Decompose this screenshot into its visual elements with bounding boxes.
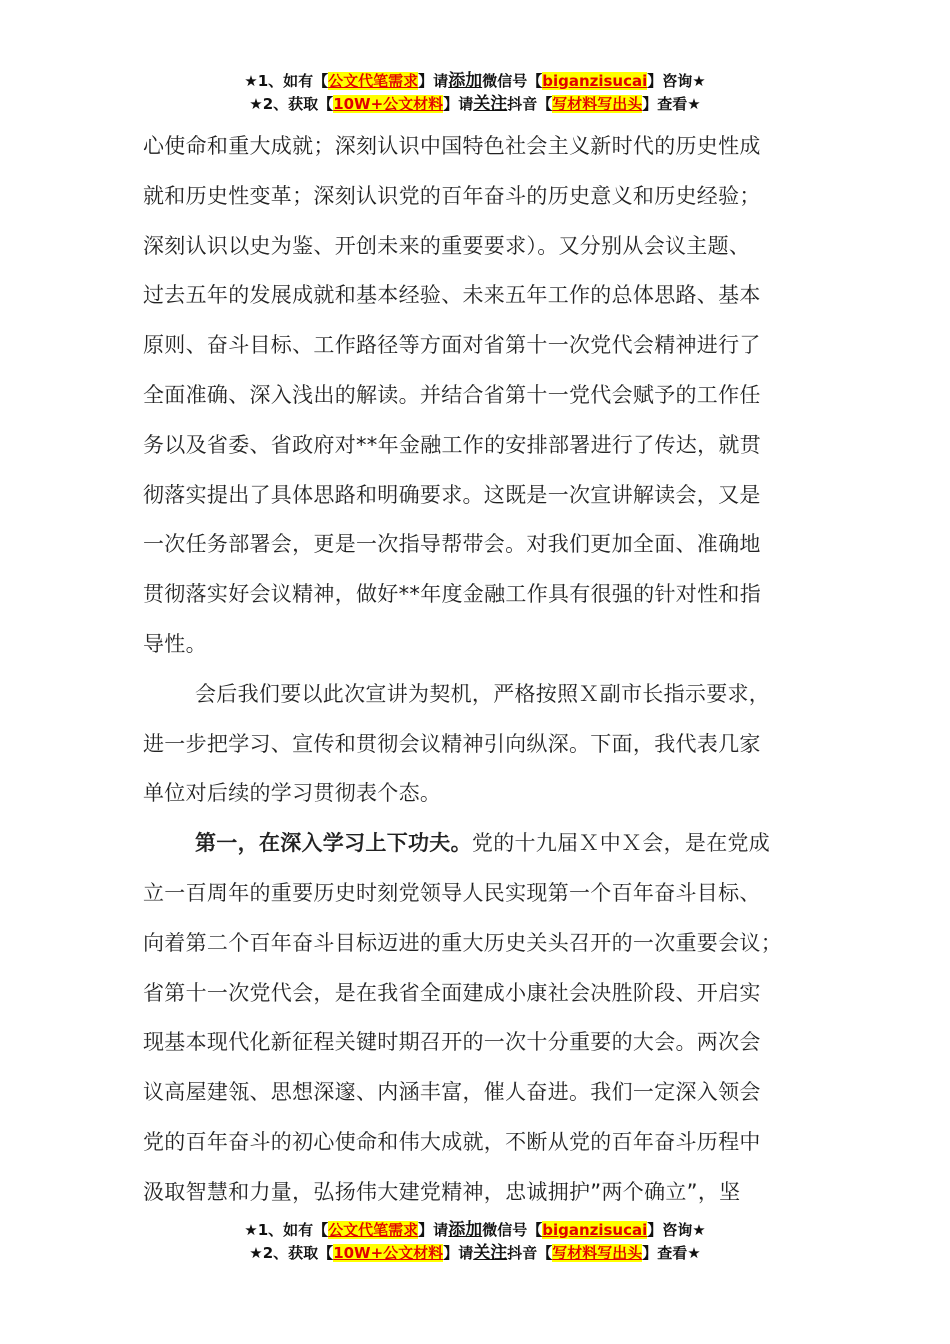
text-line: 议高屋建瓴、思想深邃、内涵丰富，催人奋进。我们一定深入领会 [143,1080,761,1105]
banner-text: 微信号【 [482,72,543,90]
highlight: 写材料写出头 [552,1244,643,1262]
banner-line-2 [0,93,950,116]
emphasis: 关注 [473,1243,508,1263]
text-line: 会后我们要以此次宣讲为契机，严格按照Ｘ副市长指示要求， [195,681,771,706]
banner-text: 抖音【 [507,1244,553,1262]
text-line [143,819,843,869]
text-line: 现基本现代化新征程关键时期召开的一次十分重要的大会。两次会 [143,1030,761,1055]
banner-text: 】请 [418,72,449,90]
text-line: 立一百周年的重要历史时刻党领导人民实现第一个百年奋斗目标、 [143,880,761,905]
banner-line-1 [0,1219,950,1242]
text-line: 务以及省委、省政府对**年金融工作的安排部署进行了传达，就贯 [143,432,761,457]
banner-text: 】查看★ [642,95,701,113]
text-line: 贯彻落实好会议精神，做好**年度金融工作具有很强的针对性和指 [143,582,761,607]
emphasis: 添加 [448,71,483,91]
text-line: 省第十一次党代会，是在我省全面建成小康社会决胜阶段、开启实 [143,980,761,1005]
banner-text: 】请 [443,1244,474,1262]
text-line: 汲取智慧和力量，弘扬伟大建党精神，忠诚拥护”两个确立”，坚 [143,1179,741,1204]
section-heading: 第一，在深入学习上下功夫。 [195,831,472,856]
emphasis: 关注 [473,94,508,114]
highlight: 公文代笔需求 [328,1221,419,1239]
text-line: 心使命和重大成就；深刻认识中国特色社会主义新时代的历史性成 [143,134,761,158]
header-banner [0,70,950,116]
highlight: 10W+公文材料 [333,1244,444,1262]
highlight: biganzisucai [542,72,648,90]
banner-line-1 [0,70,950,93]
banner-text: 抖音【 [507,95,553,113]
banner-line-2 [0,1242,950,1265]
highlight: 10W+公文材料 [333,95,444,113]
highlight: 公文代笔需求 [328,72,419,90]
highlight: biganzisucai [542,1221,648,1239]
banner-text: 微信号【 [482,1221,543,1239]
footer-banner [0,1219,950,1265]
text-line: 向着第二个百年奋斗目标迈进的重大历史关头召开的一次重要会议； [143,930,782,955]
text-line: 单位对后续的学习贯彻表个态。 [143,781,442,806]
text-line: 过去五年的发展成就和基本经验、未来五年工作的总体思路、基本 [143,283,761,308]
text-line: 深刻认识以史为鉴、开创未来的重要要求）。又分别从会议主题、 [143,233,751,258]
text-line: 党的百年奋斗的初心使命和伟大成就，不断从党的百年奋斗历程中 [143,1129,761,1154]
text-line: 就和历史性变革；深刻认识党的百年奋斗的历史意义和历史经验； [143,183,761,208]
banner-text: 】咨询★ [647,1221,706,1239]
banner-text: 】请 [418,1221,449,1239]
banner-text: 】咨询★ [647,72,706,90]
banner-text: ★1、如有【 [244,72,329,90]
banner-text: ★2、获取【 [249,1244,334,1262]
highlight: 写材料写出头 [552,95,643,113]
text-line: 全面准确、深入浅出的解读。并结合省第十一党代会赋予的工作任 [143,382,761,407]
banner-text: ★2、获取【 [249,95,334,113]
text-line: 导性。 [143,631,207,656]
banner-text: 】查看★ [642,1244,701,1262]
banner-text: ★1、如有【 [244,1221,329,1239]
text-line: 原则、奋斗目标、工作路径等方面对省第十一次党代会精神进行了 [143,333,761,358]
banner-text: 】请 [443,95,474,113]
text-line: 进一步把学习、宣传和贯彻会议精神引向纵深。下面，我代表几家 [143,731,761,756]
text-line: 彻落实提出了具体思路和明确要求。这既是一次宣讲解读会，又是 [143,482,761,507]
emphasis: 添加 [448,1220,483,1240]
text-line: 一次任务部署会，更是一次指导帮带会。对我们更加全面、准确地 [143,532,761,557]
text-span: 党的十九届Ｘ中Ｘ会，是在党成 [471,831,771,856]
body-text [143,122,843,1218]
